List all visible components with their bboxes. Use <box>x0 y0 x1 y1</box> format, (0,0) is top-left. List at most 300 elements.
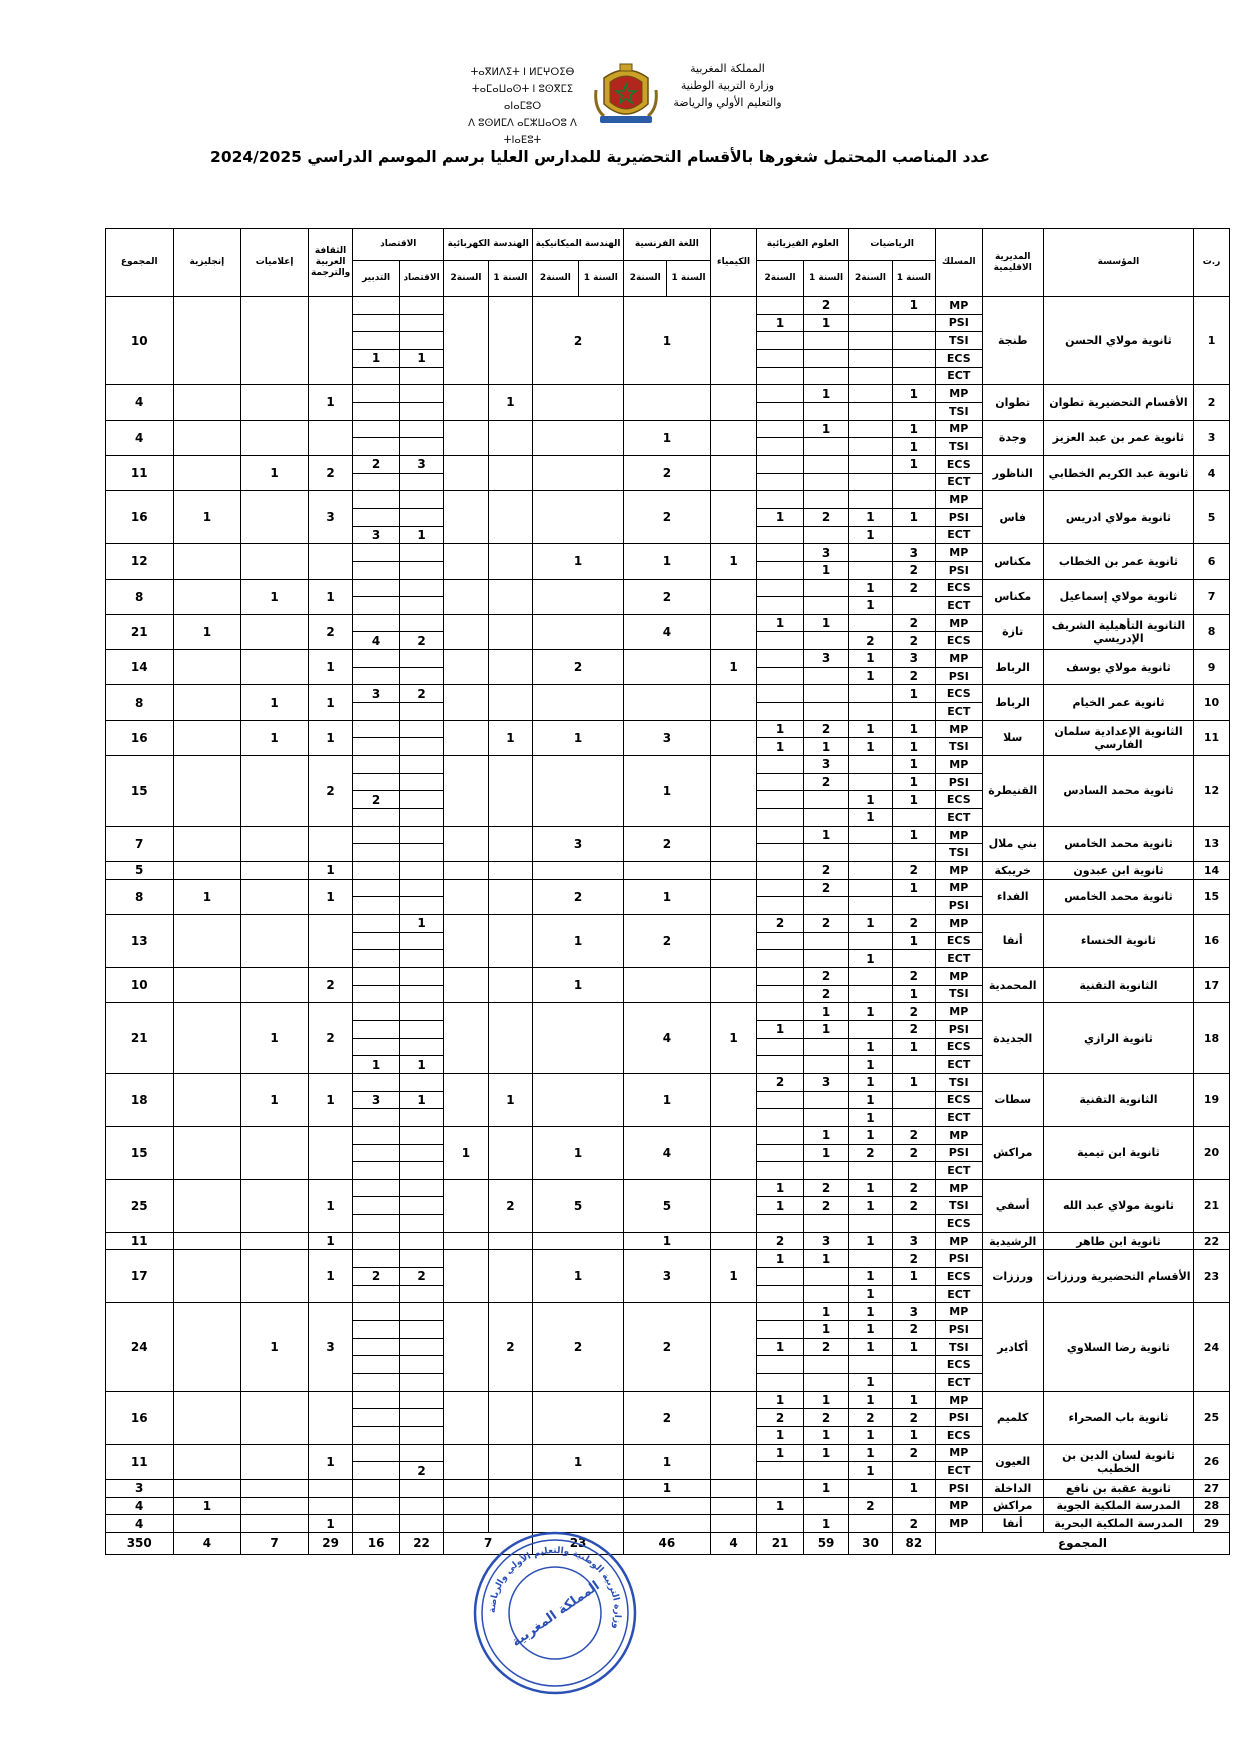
chemistry-count <box>710 1126 757 1179</box>
institution-name: الأقسام التحضيرية ورززات <box>1043 1250 1193 1303</box>
mech-count <box>533 1497 624 1515</box>
letterhead-arabic <box>665 60 790 111</box>
management-count <box>353 844 400 862</box>
arabic-culture-count: 1 <box>308 650 352 685</box>
arabic-culture-count: 1 <box>308 720 352 755</box>
math-year2: 1 <box>849 1321 892 1339</box>
track-code: TSI <box>936 332 983 350</box>
physics-year1 <box>803 491 848 509</box>
economy-count <box>399 667 443 685</box>
track-code: ECT <box>936 950 983 968</box>
physics-year2: 1 <box>757 1497 804 1515</box>
french-count: 1 <box>624 1444 711 1479</box>
informatics-count <box>241 1497 309 1515</box>
directorate-name: كلميم <box>982 1391 1043 1444</box>
french-count: 2 <box>624 455 711 490</box>
math-year2 <box>849 1020 892 1038</box>
row-number: 10 <box>1194 685 1230 720</box>
math-year1 <box>892 1162 935 1180</box>
mech-count: 5 <box>533 1179 624 1232</box>
math-year2 <box>849 1515 892 1533</box>
row-number: 21 <box>1194 1179 1230 1232</box>
math-year2: 1 <box>849 1444 892 1462</box>
math-year1: 2 <box>892 667 935 685</box>
elec-year2-count <box>444 1250 488 1303</box>
institution-total: 16 <box>105 1391 173 1444</box>
math-year1: 1 <box>892 756 935 774</box>
management-count <box>353 402 400 420</box>
informatics-count <box>241 614 309 649</box>
physics-year2 <box>757 1515 804 1533</box>
track-code: TSI <box>936 1073 983 1091</box>
physics-year1 <box>803 932 848 950</box>
header-year2: السنة2 <box>533 261 578 297</box>
arabic-culture-count <box>308 1497 352 1515</box>
physics-year2 <box>757 349 804 367</box>
institution-name: ثانوية باب الصحراء <box>1043 1391 1193 1444</box>
math-year2 <box>849 420 892 438</box>
institution-total: 10 <box>105 297 173 385</box>
directorate-name: مكناس <box>982 544 1043 579</box>
math-year2 <box>849 473 892 491</box>
physics-year1 <box>803 438 848 456</box>
mech-count <box>533 491 624 544</box>
table-body <box>37 297 1230 1555</box>
track-code: TSI <box>936 738 983 756</box>
french-count <box>624 685 711 720</box>
management-count <box>353 544 400 562</box>
math-year1: 2 <box>892 632 935 650</box>
french-count: 2 <box>624 491 711 544</box>
physics-year1 <box>803 332 848 350</box>
elec-count <box>488 914 532 967</box>
english-count <box>173 1444 241 1479</box>
economy-count <box>399 438 443 456</box>
mech-count: 2 <box>533 1303 624 1391</box>
track-code: ECS <box>936 1356 983 1374</box>
english-count <box>173 914 241 967</box>
math-year1: 1 <box>892 720 935 738</box>
physics-year2 <box>757 491 804 509</box>
chemistry-count <box>710 1497 757 1515</box>
physics-year1: 2 <box>803 1197 848 1215</box>
row-number: 5 <box>1194 491 1230 544</box>
row-number: 1 <box>1194 297 1230 385</box>
row-number: 4 <box>1194 455 1230 490</box>
physics-year1 <box>803 1497 848 1515</box>
physics-year2: 1 <box>757 738 804 756</box>
math-year1: 2 <box>892 914 935 932</box>
physics-year1: 1 <box>803 420 848 438</box>
physics-year2: 1 <box>757 720 804 738</box>
row-number: 14 <box>1194 862 1230 880</box>
math-year1: 1 <box>892 1338 935 1356</box>
vacancies-table <box>36 228 1230 1555</box>
chemistry-count <box>710 862 757 880</box>
physics-year2 <box>757 1215 804 1233</box>
economy-count: 2 <box>399 1462 443 1480</box>
math-year1 <box>892 1215 935 1233</box>
chemistry-count <box>710 1444 757 1479</box>
management-count <box>353 1285 400 1303</box>
physics-year1: 2 <box>803 508 848 526</box>
elec-count <box>488 967 532 1002</box>
management-count: 1 <box>353 1056 400 1074</box>
row-number: 11 <box>1194 720 1230 755</box>
institution-name: ثانوية عبد الكريم الخطابي <box>1043 455 1193 490</box>
track-code: PSI <box>936 1250 983 1268</box>
mech-count: 1 <box>533 914 624 967</box>
arabic-culture-count: 1 <box>308 385 352 420</box>
informatics-count <box>241 1250 309 1303</box>
math-year1: 1 <box>892 508 935 526</box>
physics-year1: 1 <box>803 1479 848 1497</box>
track-code: ECT <box>936 703 983 721</box>
english-count <box>173 826 241 861</box>
informatics-count <box>241 420 309 455</box>
header-mgmt-sub: التدبير <box>353 261 400 297</box>
table-row <box>37 967 1230 985</box>
institution-name: الثانوية التأهيلية الشريف الإدريسي <box>1043 614 1193 649</box>
economy-count <box>399 1444 443 1462</box>
physics-year2 <box>757 1038 804 1056</box>
management-count <box>353 420 400 438</box>
management-count <box>353 1109 400 1127</box>
math-year1: 1 <box>892 932 935 950</box>
management-count <box>353 438 400 456</box>
economy-count: 1 <box>399 914 443 932</box>
elec-year2-count <box>444 1444 488 1479</box>
directorate-name: ورززات <box>982 1250 1043 1303</box>
english-count <box>173 544 241 579</box>
table-row <box>37 1126 1230 1144</box>
economy-count <box>399 367 443 385</box>
institution-total: 15 <box>105 1126 173 1179</box>
header-informatics: إعلاميات <box>241 229 309 297</box>
table-row <box>37 914 1230 932</box>
math-year2 <box>849 985 892 1003</box>
chemistry-count <box>710 914 757 967</box>
row-number: 9 <box>1194 650 1230 685</box>
economy-count <box>399 314 443 332</box>
economy-count: 3 <box>399 455 443 473</box>
economy-count <box>399 1303 443 1321</box>
economy-count <box>399 756 443 774</box>
informatics-count: 1 <box>241 720 309 755</box>
table-row <box>37 1303 1230 1321</box>
economy-count: 1 <box>399 526 443 544</box>
mech-count: 2 <box>533 879 624 914</box>
physics-year2 <box>757 402 804 420</box>
elec-count <box>488 1497 532 1515</box>
physics-year1 <box>803 367 848 385</box>
management-count <box>353 1020 400 1038</box>
mech-count: 1 <box>533 1444 624 1479</box>
math-year1 <box>892 402 935 420</box>
directorate-name: خريبكة <box>982 862 1043 880</box>
row-number: 25 <box>1194 1391 1230 1444</box>
physics-year1: 2 <box>803 1179 848 1197</box>
math-year2 <box>849 385 892 403</box>
economy-count <box>399 1427 443 1445</box>
physics-year1 <box>803 526 848 544</box>
english-count <box>173 1515 241 1533</box>
table-row <box>37 544 1230 562</box>
english-count <box>173 1232 241 1250</box>
physics-year2 <box>757 367 804 385</box>
math-year1 <box>892 1056 935 1074</box>
physics-year2: 1 <box>757 1391 804 1409</box>
mech-count <box>533 1073 624 1126</box>
economy-count <box>399 879 443 897</box>
institution-total: 5 <box>105 862 173 880</box>
institution-total: 21 <box>105 1003 173 1074</box>
header-math: الرياضيات <box>849 229 936 261</box>
management-count: 4 <box>353 632 400 650</box>
track-code: MP <box>936 862 983 880</box>
directorate-name: العيون <box>982 1444 1043 1479</box>
math-year1 <box>892 844 935 862</box>
management-count <box>353 1374 400 1392</box>
math-year1 <box>892 1462 935 1480</box>
physics-year2 <box>757 473 804 491</box>
total-chemistry: 4 <box>710 1532 757 1554</box>
physics-year2: 1 <box>757 314 804 332</box>
chemistry-count <box>710 1479 757 1497</box>
management-count <box>353 473 400 491</box>
informatics-count <box>241 650 309 685</box>
management-count <box>353 1215 400 1233</box>
track-code: ECT <box>936 1374 983 1392</box>
management-count <box>353 1356 400 1374</box>
french-count: 1 <box>624 544 711 579</box>
chemistry-count <box>710 1515 757 1533</box>
physics-year2 <box>757 420 804 438</box>
physics-year2 <box>757 1056 804 1074</box>
chemistry-count <box>710 1303 757 1391</box>
physics-year2: 2 <box>757 1232 804 1250</box>
institution-name: ثانوية ابن عبدون <box>1043 862 1193 880</box>
chemistry-count <box>710 1232 757 1250</box>
french-count: 2 <box>624 826 711 861</box>
elec-count <box>488 1391 532 1444</box>
management-count <box>353 1444 400 1462</box>
track-code: PSI <box>936 1321 983 1339</box>
french-count: 1 <box>624 756 711 827</box>
economy-count: 2 <box>399 685 443 703</box>
total-french: 46 <box>624 1532 711 1554</box>
total-math-year1: 82 <box>892 1532 935 1554</box>
economy-count <box>399 1038 443 1056</box>
math-year1: 3 <box>892 1303 935 1321</box>
physics-year2: 1 <box>757 1197 804 1215</box>
physics-year2 <box>757 297 804 315</box>
economy-count <box>399 650 443 668</box>
physics-year2 <box>757 826 804 844</box>
math-year2 <box>849 685 892 703</box>
track-code: MP <box>936 967 983 985</box>
table-row <box>37 1232 1230 1250</box>
table-row <box>37 879 1230 897</box>
header-year1: السنة 1 <box>667 261 710 297</box>
track-code: ECT <box>936 473 983 491</box>
letterhead-line: وزارة التربية الوطنية <box>680 79 775 92</box>
physics-year2 <box>757 1356 804 1374</box>
elec-count: 2 <box>488 1303 532 1391</box>
physics-year1: 1 <box>803 1020 848 1038</box>
economy-count <box>399 1250 443 1268</box>
elec-year2-count <box>444 1179 488 1232</box>
math-year2: 1 <box>849 526 892 544</box>
row-number: 2 <box>1194 385 1230 420</box>
math-year1: 2 <box>892 614 935 632</box>
management-count <box>353 1179 400 1197</box>
track-code: MP <box>936 1232 983 1250</box>
english-count <box>173 1073 241 1126</box>
elec-count <box>488 650 532 685</box>
header-year2: السنة2 <box>757 261 804 297</box>
management-count <box>353 1321 400 1339</box>
economy-count <box>399 402 443 420</box>
economy-count <box>399 773 443 791</box>
physics-year2 <box>757 1126 804 1144</box>
row-number: 22 <box>1194 1232 1230 1250</box>
management-count: 2 <box>353 791 400 809</box>
economy-count <box>399 1144 443 1162</box>
french-count: 2 <box>624 1391 711 1444</box>
french-count: 1 <box>624 420 711 455</box>
management-count <box>353 297 400 315</box>
elec-count <box>488 614 532 649</box>
elec-count <box>488 1126 532 1179</box>
math-year1: 2 <box>892 579 935 597</box>
arabic-culture-count: 1 <box>308 1232 352 1250</box>
math-year2 <box>849 455 892 473</box>
directorate-name: تازة <box>982 614 1043 649</box>
physics-year2 <box>757 985 804 1003</box>
management-count: 3 <box>353 685 400 703</box>
track-code: ECS <box>936 1091 983 1109</box>
management-count <box>353 914 400 932</box>
institution-total: 16 <box>105 720 173 755</box>
economy-count <box>399 1409 443 1427</box>
elec-count: 1 <box>488 385 532 420</box>
management-count <box>353 967 400 985</box>
math-year1 <box>892 314 935 332</box>
directorate-name: الرشيدية <box>982 1232 1043 1250</box>
economy-count <box>399 561 443 579</box>
math-year2: 1 <box>849 950 892 968</box>
physics-year2: 1 <box>757 614 804 632</box>
track-code: PSI <box>936 897 983 915</box>
header-year1: السنة 1 <box>578 261 623 297</box>
coat-of-arms-icon <box>590 60 662 126</box>
institution-name: ثانوية ابن طاهر <box>1043 1232 1193 1250</box>
row-number: 18 <box>1194 1003 1230 1074</box>
physics-year2: 1 <box>757 1444 804 1462</box>
informatics-count <box>241 385 309 420</box>
directorate-name: مراكش <box>982 1497 1043 1515</box>
math-year1: 1 <box>892 879 935 897</box>
math-year1 <box>892 703 935 721</box>
english-count <box>173 579 241 614</box>
management-count <box>353 1338 400 1356</box>
physics-year1: 2 <box>803 297 848 315</box>
math-year2: 2 <box>849 632 892 650</box>
elec-count <box>488 826 532 861</box>
french-count: 2 <box>624 914 711 967</box>
track-code: ECS <box>936 632 983 650</box>
math-year2 <box>849 314 892 332</box>
physics-year1: 1 <box>803 826 848 844</box>
french-count <box>624 862 711 880</box>
track-code: MP <box>936 650 983 668</box>
physics-year2 <box>757 1479 804 1497</box>
math-year1: 1 <box>892 685 935 703</box>
chemistry-count <box>710 1179 757 1232</box>
economy-count <box>399 703 443 721</box>
informatics-count <box>241 297 309 385</box>
page-title: عدد المناصب المحتمل شغورها بالأقسام التحضيرية للمدارس العليا برسم الموسم الدراسي 2024/2025 <box>210 148 990 166</box>
english-count <box>173 720 241 755</box>
physics-year1: 1 <box>803 1303 848 1321</box>
chemistry-count <box>710 579 757 614</box>
institution-name: ثانوية عمر الخيام <box>1043 685 1193 720</box>
physics-year1 <box>803 667 848 685</box>
track-code: TSI <box>936 438 983 456</box>
table-row <box>37 685 1230 703</box>
management-count <box>353 1427 400 1445</box>
table-row <box>37 650 1230 668</box>
management-count <box>353 950 400 968</box>
header-institution: المؤسسة <box>1043 229 1193 297</box>
track-code: ECS <box>936 1268 983 1286</box>
track-code: MP <box>936 879 983 897</box>
physics-year1: 2 <box>803 914 848 932</box>
economy-count <box>399 1109 443 1127</box>
math-year2: 2 <box>849 1144 892 1162</box>
institution-total: 4 <box>105 1497 173 1515</box>
informatics-count <box>241 1444 309 1479</box>
elec-year2-count <box>444 544 488 579</box>
directorate-name: مكناس <box>982 579 1043 614</box>
math-year2: 1 <box>849 914 892 932</box>
physics-year1: 3 <box>803 1073 848 1091</box>
english-count <box>173 967 241 1002</box>
french-count <box>624 967 711 1002</box>
management-count <box>353 1073 400 1091</box>
institution-name: ثانوية مولاي ادريس <box>1043 491 1193 544</box>
institution-name: ثانوية مولاي يوسف <box>1043 650 1193 685</box>
physics-year2: 1 <box>757 1179 804 1197</box>
economy-count <box>399 1285 443 1303</box>
directorate-name: فاس <box>982 491 1043 544</box>
header-year1: السنة 1 <box>488 261 532 297</box>
arabic-culture-count: 1 <box>308 1515 352 1533</box>
mech-count <box>533 455 624 490</box>
economy-count <box>399 862 443 880</box>
management-count <box>353 332 400 350</box>
math-year2 <box>849 879 892 897</box>
math-year2 <box>849 967 892 985</box>
track-code: MP <box>936 1515 983 1533</box>
directorate-name: مراكش <box>982 1126 1043 1179</box>
economy-count <box>399 1197 443 1215</box>
track-code: PSI <box>936 1479 983 1497</box>
economy-count <box>399 826 443 844</box>
math-year1 <box>892 950 935 968</box>
institution-total: 18 <box>105 1073 173 1126</box>
